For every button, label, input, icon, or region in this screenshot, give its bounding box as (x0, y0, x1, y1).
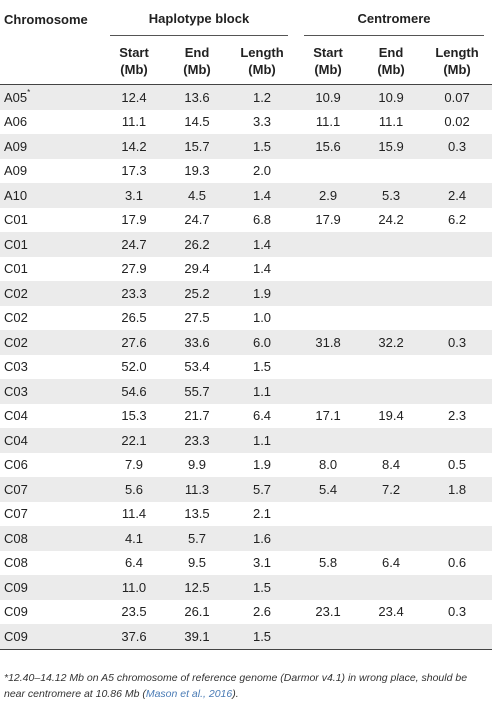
cell-c-end (360, 159, 422, 184)
cell-hb-len: 1.4 (228, 183, 296, 208)
cell-hb-end: 9.9 (166, 453, 228, 478)
cell-c-start (296, 379, 360, 404)
header-c-end-l1: End (378, 45, 404, 60)
cell-chromosome (0, 355, 102, 380)
table-body (0, 85, 492, 650)
cell-hb-end: 24.7 (166, 208, 228, 233)
chromosome-label: C01 (4, 261, 28, 277)
header-c-start-l1: Start (313, 45, 343, 60)
cell-c-start (296, 575, 360, 600)
cell-c-end (360, 379, 422, 404)
chromosome-label: C09 (4, 604, 28, 620)
chromosome-label: C01 (4, 236, 28, 252)
table-row (0, 159, 492, 184)
cell-hb-start: 15.3 (102, 404, 166, 429)
cell-hb-start: 11.0 (102, 575, 166, 600)
cell-c-start: 17.9 (296, 208, 360, 233)
cell-c-end: 32.2 (360, 330, 422, 355)
chromosome-label: C06 (4, 457, 28, 473)
cell-hb-end: 33.6 (166, 330, 228, 355)
cell-hb-start: 23.3 (102, 281, 166, 306)
table-row (0, 624, 492, 649)
chromosome-label: C04 (4, 408, 28, 424)
cell-hb-end: 15.7 (166, 134, 228, 159)
chromosome-label: C08 (4, 530, 28, 546)
cell-hb-start: 12.4 (102, 85, 166, 110)
table-row (0, 453, 492, 478)
cell-c-start: 2.9 (296, 183, 360, 208)
cell-c-end (360, 232, 422, 257)
header-c-start-l2: (Mb) (314, 62, 342, 77)
chromosome-label: C02 (4, 310, 28, 326)
cell-c-len (422, 355, 492, 380)
cell-c-start (296, 428, 360, 453)
header-c-end (360, 38, 422, 85)
cell-c-end: 23.4 (360, 600, 422, 625)
cell-chromosome (0, 526, 102, 551)
chromosome-label: C09 (4, 628, 28, 644)
cell-chromosome (0, 379, 102, 404)
header-row-groups (0, 0, 492, 38)
cell-chromosome (0, 624, 102, 649)
chromosome-label: C02 (4, 285, 28, 301)
cell-hb-len: 2.1 (228, 502, 296, 527)
cell-hb-len: 1.5 (228, 355, 296, 380)
cell-chromosome (0, 257, 102, 282)
chromosome-label: C01 (4, 212, 28, 228)
cell-hb-len: 1.1 (228, 379, 296, 404)
cell-hb-end: 53.4 (166, 355, 228, 380)
chromosome-label: C04 (4, 432, 28, 448)
table-row (0, 134, 492, 159)
cell-c-len: 0.3 (422, 600, 492, 625)
cell-hb-len: 1.5 (228, 575, 296, 600)
table-row (0, 526, 492, 551)
cell-chromosome (0, 208, 102, 233)
cell-chromosome (0, 306, 102, 331)
chromosome-label: A10 (4, 187, 28, 203)
chromosome-label: A09 (4, 163, 28, 179)
cell-hb-end: 26.1 (166, 600, 228, 625)
cell-hb-end: 55.7 (166, 379, 228, 404)
cell-c-start: 11.1 (296, 110, 360, 135)
cell-c-len (422, 624, 492, 649)
cell-hb-len: 1.2 (228, 85, 296, 110)
cell-c-len: 0.3 (422, 330, 492, 355)
header-hb-length-l2: (Mb) (248, 62, 276, 77)
cell-hb-start: 14.2 (102, 134, 166, 159)
header-c-start (296, 38, 360, 85)
cell-hb-start: 24.7 (102, 232, 166, 257)
cell-hb-end: 27.5 (166, 306, 228, 331)
header-c-length-l1: Length (435, 45, 479, 60)
chromosome-label: C08 (4, 555, 28, 571)
cell-chromosome (0, 330, 102, 355)
chromosome-label: A09 (4, 138, 28, 154)
header-row-subcolumns (0, 38, 492, 85)
table-row (0, 404, 492, 429)
table-row (0, 183, 492, 208)
cell-chromosome (0, 428, 102, 453)
cell-hb-len: 5.7 (228, 477, 296, 502)
cell-hb-start: 23.5 (102, 600, 166, 625)
header-chromosome: Chromosome (4, 11, 88, 27)
table-row (0, 110, 492, 135)
cell-hb-len: 1.5 (228, 624, 296, 649)
cell-hb-len: 1.4 (228, 232, 296, 257)
header-hb-length-l1: Length (240, 45, 284, 60)
cell-chromosome (0, 110, 102, 135)
header-blank (0, 38, 102, 85)
cell-c-end: 6.4 (360, 551, 422, 576)
cell-hb-start: 37.6 (102, 624, 166, 649)
table-row (0, 232, 492, 257)
table-row (0, 85, 492, 110)
cell-chromosome (0, 232, 102, 257)
cell-c-len: 0.3 (422, 134, 492, 159)
cell-c-start (296, 159, 360, 184)
header-hb-length (228, 38, 296, 85)
cell-c-end: 10.9 (360, 85, 422, 110)
table-row (0, 575, 492, 600)
table-row (0, 208, 492, 233)
cell-c-len (422, 281, 492, 306)
cell-c-end (360, 428, 422, 453)
cell-c-start: 8.0 (296, 453, 360, 478)
cell-c-len (422, 257, 492, 282)
header-hb-end (166, 38, 228, 85)
cell-hb-start: 11.1 (102, 110, 166, 135)
cell-hb-start: 27.6 (102, 330, 166, 355)
header-hb-end-l1: End (184, 45, 210, 60)
cell-chromosome (0, 85, 102, 110)
cell-hb-end: 25.2 (166, 281, 228, 306)
cell-chromosome (0, 134, 102, 159)
cell-hb-len: 2.0 (228, 159, 296, 184)
cell-hb-len: 1.5 (228, 134, 296, 159)
cell-hb-start: 3.1 (102, 183, 166, 208)
footnote-text: *12.40–14.12 Mb on A5 chromosome of reference genome (Darmor v4.1) in wrong place, should be near centromere at 10.86 Mb ( (4, 672, 468, 700)
table-row (0, 330, 492, 355)
cell-c-start (296, 624, 360, 649)
cell-c-end: 7.2 (360, 477, 422, 502)
cell-c-start: 23.1 (296, 600, 360, 625)
table-row (0, 477, 492, 502)
cell-hb-end: 26.2 (166, 232, 228, 257)
cell-c-start: 17.1 (296, 404, 360, 429)
chromosome-label: C03 (4, 383, 28, 399)
cell-hb-start: 11.4 (102, 502, 166, 527)
cell-c-len: 1.8 (422, 477, 492, 502)
cell-c-end (360, 306, 422, 331)
cell-c-len: 0.6 (422, 551, 492, 576)
cell-hb-end: 21.7 (166, 404, 228, 429)
cell-c-end: 15.9 (360, 134, 422, 159)
table-row (0, 428, 492, 453)
cell-hb-len: 6.8 (228, 208, 296, 233)
cell-hb-len: 3.1 (228, 551, 296, 576)
cell-hb-end: 23.3 (166, 428, 228, 453)
header-c-length (422, 38, 492, 85)
cell-c-len: 2.4 (422, 183, 492, 208)
cell-chromosome (0, 502, 102, 527)
cell-c-len: 6.2 (422, 208, 492, 233)
cell-c-len (422, 575, 492, 600)
cell-c-start: 10.9 (296, 85, 360, 110)
header-haplotype-block (102, 0, 296, 38)
cell-chromosome (0, 159, 102, 184)
cell-c-end: 19.4 (360, 404, 422, 429)
cell-hb-end: 5.7 (166, 526, 228, 551)
cell-hb-len: 6.0 (228, 330, 296, 355)
cell-c-len (422, 502, 492, 527)
cell-hb-end: 9.5 (166, 551, 228, 576)
table-row (0, 281, 492, 306)
cell-c-start (296, 306, 360, 331)
cell-c-end: 8.4 (360, 453, 422, 478)
cell-hb-start: 4.1 (102, 526, 166, 551)
cell-c-len: 2.3 (422, 404, 492, 429)
cell-c-end: 24.2 (360, 208, 422, 233)
footnote-marker: * (27, 87, 31, 97)
cell-hb-len: 1.4 (228, 257, 296, 282)
cell-c-len (422, 379, 492, 404)
cell-hb-end: 14.5 (166, 110, 228, 135)
cell-hb-len: 1.9 (228, 281, 296, 306)
cell-chromosome (0, 477, 102, 502)
cell-hb-end: 4.5 (166, 183, 228, 208)
cell-c-start: 5.4 (296, 477, 360, 502)
header-hb-end-l2: (Mb) (183, 62, 211, 77)
cell-c-end (360, 257, 422, 282)
header-c-length-l2: (Mb) (443, 62, 471, 77)
header-centromere-label: Centromere (304, 2, 484, 36)
table-row (0, 502, 492, 527)
cell-c-start: 31.8 (296, 330, 360, 355)
cell-c-start (296, 526, 360, 551)
chromosome-label: A06 (4, 114, 28, 130)
cell-hb-end: 11.3 (166, 477, 228, 502)
cell-chromosome (0, 575, 102, 600)
cell-hb-len: 1.1 (228, 428, 296, 453)
cell-hb-start: 5.6 (102, 477, 166, 502)
cell-c-len (422, 232, 492, 257)
cell-c-start (296, 232, 360, 257)
cell-c-start: 15.6 (296, 134, 360, 159)
cell-c-end (360, 575, 422, 600)
chromosome-label: C09 (4, 579, 28, 595)
cell-c-end (360, 624, 422, 649)
cell-hb-start: 27.9 (102, 257, 166, 282)
cell-hb-len: 3.3 (228, 110, 296, 135)
cell-hb-end: 39.1 (166, 624, 228, 649)
cell-hb-end: 29.4 (166, 257, 228, 282)
cell-hb-start: 17.9 (102, 208, 166, 233)
header-c-end-l2: (Mb) (377, 62, 405, 77)
footnote-citation-link[interactable]: Mason et al., 2016 (145, 688, 233, 700)
cell-hb-len: 1.9 (228, 453, 296, 478)
footnote-tail: ). (232, 688, 239, 700)
header-hb-start (102, 38, 166, 85)
chromosome-label: C07 (4, 481, 28, 497)
cell-c-start: 5.8 (296, 551, 360, 576)
cell-c-len: 0.02 (422, 110, 492, 135)
cell-c-end: 5.3 (360, 183, 422, 208)
cell-hb-start: 17.3 (102, 159, 166, 184)
chromosome-label: C02 (4, 334, 28, 350)
cell-chromosome (0, 281, 102, 306)
table-footnote (4, 670, 490, 702)
chromosome-label: C03 (4, 359, 28, 375)
cell-hb-len: 1.6 (228, 526, 296, 551)
cell-hb-end: 13.5 (166, 502, 228, 527)
cell-c-len (422, 428, 492, 453)
chromosome-label: C07 (4, 506, 28, 522)
cell-chromosome (0, 453, 102, 478)
cell-hb-start: 26.5 (102, 306, 166, 331)
cell-c-len (422, 526, 492, 551)
header-hb-start-l2: (Mb) (120, 62, 148, 77)
table-header (0, 0, 492, 85)
cell-c-start (296, 257, 360, 282)
cell-hb-end: 12.5 (166, 575, 228, 600)
cell-c-start (296, 502, 360, 527)
table-row (0, 600, 492, 625)
cell-c-len (422, 306, 492, 331)
cell-c-end (360, 526, 422, 551)
cell-c-len: 0.07 (422, 85, 492, 110)
cell-c-start (296, 281, 360, 306)
cell-hb-start: 6.4 (102, 551, 166, 576)
cell-hb-start: 22.1 (102, 428, 166, 453)
cell-hb-len: 1.0 (228, 306, 296, 331)
cell-chromosome (0, 183, 102, 208)
table-row (0, 257, 492, 282)
cell-c-end (360, 355, 422, 380)
cell-hb-end: 19.3 (166, 159, 228, 184)
cell-c-end (360, 281, 422, 306)
cell-hb-len: 2.6 (228, 600, 296, 625)
cell-chromosome (0, 551, 102, 576)
table-row (0, 551, 492, 576)
header-hb-start-l1: Start (119, 45, 149, 60)
cell-c-end: 11.1 (360, 110, 422, 135)
cell-hb-len: 6.4 (228, 404, 296, 429)
table-row (0, 379, 492, 404)
cell-chromosome (0, 404, 102, 429)
table-row (0, 306, 492, 331)
table-row (0, 355, 492, 380)
cell-hb-start: 54.6 (102, 379, 166, 404)
cell-c-end (360, 502, 422, 527)
cell-hb-start: 52.0 (102, 355, 166, 380)
cell-chromosome (0, 600, 102, 625)
cell-c-start (296, 355, 360, 380)
cell-hb-end: 13.6 (166, 85, 228, 110)
cell-c-len: 0.5 (422, 453, 492, 478)
header-centromere (296, 0, 492, 38)
chromosome-label: A05 (4, 89, 28, 105)
cell-hb-start: 7.9 (102, 453, 166, 478)
header-haplotype-block-label: Haplotype block (110, 2, 288, 36)
cell-c-len (422, 159, 492, 184)
